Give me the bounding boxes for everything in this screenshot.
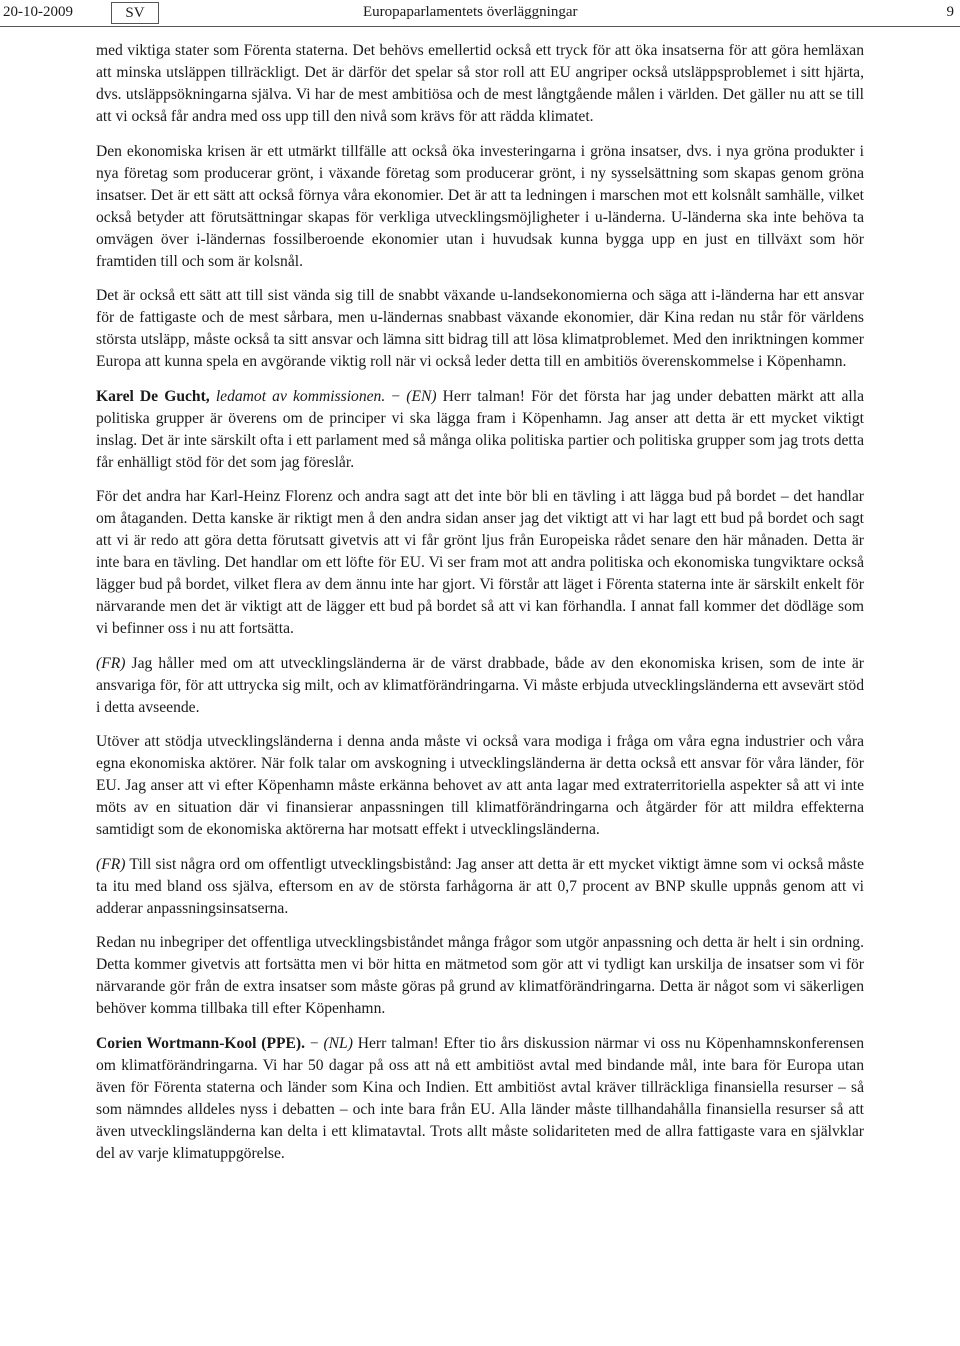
paragraph — [96, 486, 864, 640]
page-header — [0, 0, 960, 27]
page-number: 9 — [946, 4, 954, 20]
language-tag: (EN) — [406, 387, 437, 405]
header-date: 20-10-2009 — [3, 4, 73, 20]
paragraph-text: Den ekonomiska krisen är ett utmärkt tillfälle att också öka investeringarna i gröna insatser, dvs. i nya gröna produkter i nya företag som producerar grönt, i växande företag som producerar grönt, i ny sysselsättning som skapas genom gröna insatser. Det är ett sätt att också förnya våra ekonomier. Det är att ta ledningen i marschen mot ett kolsnålt samhälle, vilket också betyder att förutsättningar skapas för verkliga utvecklingsmöjligheter i u-länderna. U-länderna ska inte behöva ta omvägen över i-ländernas fossilberoende ekonomier utan i huvudsak kunna bygga upp en just en tillväxt som hör framtiden till och som är kolsnål. — [96, 142, 864, 270]
dash: − — [385, 387, 407, 405]
paragraph-text: Redan nu inbegriper det offentliga utvecklingsbiståndet många frågor som utgör anpassning och detta är helt i sin ordning. Detta kommer givetvis att fortsätta men vi bör hitta en mätmetod som gör att vi tydligt kan urskilja de insatser som vi för närvarande gör från de extra insatser som måste göras på grund av klimatförändringarna. Detta är något som vi säkerligen behöver komma tillbaka till efter Köpenhamn. — [96, 934, 864, 1017]
paragraph — [96, 386, 864, 474]
paragraph — [96, 653, 864, 719]
paragraph-text: Herr talman! För det första har jag under debatten märkt att alla politiska grupper är överens om de principer vi ska lägga fram i Köpenhamn. Jag anser att detta är ett mycket viktigt inslag. Det är inte särskilt ofta i ett parlament med så många olika politiska partier och politiska grupper som jag trots detta får enhälligt stöd för det som jag föreslår. — [96, 387, 864, 471]
language-tag: (NL) — [323, 1034, 353, 1052]
paragraph-text: Herr talman! Efter tio års diskussion närmar vi oss nu Köpenhamnskonferensen om klimatförändringarna. Vi har 50 dagar på oss att nå ett ambitiöst avtal med bindande mål, inte bara för Europa utan även för Förenta staterna och länder som Kina och Indien. Ett ambitiöst avtal kräver tillräckliga finansiella resurser – så som nämndes alldeles nyss i debatten – och inte bara från EU. Alla länder måste tillhandahålla finansiella resurser så att även utvecklingsländerna kan delta i ett klimatavtal. Trots allt måste solidariteten med de allra fattigaste vara en självklar del av varje klimatuppgörelse. — [96, 1034, 864, 1162]
paragraph-text: Utöver att stödja utvecklingsländerna i denna anda måste vi också vara modiga i fråga om våra egna industrier och våra egna ekonomiska aktörer. När folk talar om avskogning i utvecklingsländerna är detta också ett ansvar för våra länder, för EU. Jag anser att vi efter Köpenhamn måste erkänna behovet av att anta lagar med extraterritoriella aspekter så att vi inte möts av en situation där vi finansierar anpassningen till klimatförändringarna och åtgärder för att mildra effekterna samtidigt som de ekonomiska aktörerna har motsatt effekt i utvecklingsländerna. — [96, 733, 864, 838]
paragraph-text: Jag håller med om att utvecklingsländerna är de värst drabbade, både av den ekonomiska krisen, som de inte är ansvariga för, för att uttrycka sig milt, och av klimatförändringarna. Vi måste erbjuda utvecklingsländerna ett avsevärt stöd i detta avseende. — [96, 654, 864, 716]
header-title: Europaparlamentets överläggningar — [363, 4, 578, 20]
paragraph — [96, 932, 864, 1020]
language-badge: SV — [111, 2, 159, 24]
paragraph — [96, 141, 864, 273]
paragraph — [96, 854, 864, 920]
speaker-role: ledamot av kommissionen. — [215, 387, 386, 405]
language-tag: (FR) — [96, 855, 126, 873]
paragraph-text: Till sist några ord om offentligt utvecklingsbistånd: Jag anser att detta är ett mycket viktigt ämne som vi också måste ta itu med bland oss själva, eftersom en av de största farhågorna är att 0,7 procent av BNP skulle uppnås genom att vi adderar anpassningsinsatserna. — [96, 855, 864, 917]
dash: − — [305, 1034, 324, 1052]
paragraph — [96, 285, 864, 373]
paragraph — [96, 731, 864, 841]
paragraph-text: Det är också ett sätt att till sist vända sig till de snabbt växande u-landsekonomierna och säga att i-länderna har ett ansvar för de fattigaste och de mest sårbara, men u-ländernas snabbast växande ekonomier, där Kina redan nu står för världens största utsläpp, måste också ta sitt ansvar och lämna sitt bidrag till att lösa klimatproblemet. Med den inriktningen kommer Europa att kunna spela en avgörande viktig roll när vi också leder detta till en ambitiös överenskommelse i Köpenhamn. — [96, 287, 864, 370]
document-body — [96, 40, 864, 1177]
language-tag: (FR) — [96, 654, 126, 672]
paragraph-text: För det andra har Karl-Heinz Florenz och andra sagt att det inte bör bli en tävling i att lägga bud på bordet – det handlar om åtaganden. Detta kanske är riktigt men å den andra sidan anser jag det viktigt att vi har lagt ett bud på bordet och sagt att vi är redo att göra detta förutsatt givetvis att vi får grönt ljus från Europeiska rådet senare den här månaden. Detta är inte bara en tävling. Det handlar om ett löfte för EU. Vi ser fram mot att andra politiska och ekonomiska tungviktare också lägger bud på bordet, vilket flera av dem ännu inte har gjort. Vi förstår att läget i Förenta staterna inte är särskilt enkelt för närvarande men det är viktigt att de lägger ett bud på bordet så att vi kan förhandla. I annat fall kommer det dödläge som vi befinner oss i nu att fortsätta. — [96, 488, 864, 637]
speaker-name: Corien Wortmann-Kool (PPE). — [96, 1034, 306, 1052]
paragraph — [96, 1033, 864, 1165]
speaker-name: Karel De Gucht, — [96, 387, 210, 405]
paragraph — [96, 40, 864, 128]
paragraph-text: med viktiga stater som Förenta staterna. Det behövs emellertid också ett tryck för att öka insatserna för att göra hemläxan att minska utsläppen tillräckligt. Det är därför det spelar så stor roll att EU angriper också utsläppsproblemet i sitt hjärta, dvs. utsläppsökningarna själva. Vi har de mest ambitiösa och de mest långtgående målen i världen. Det gäller nu att se till att vi också får andra med oss upp till den nivå som krävs för att rädda klimatet. — [96, 42, 864, 125]
